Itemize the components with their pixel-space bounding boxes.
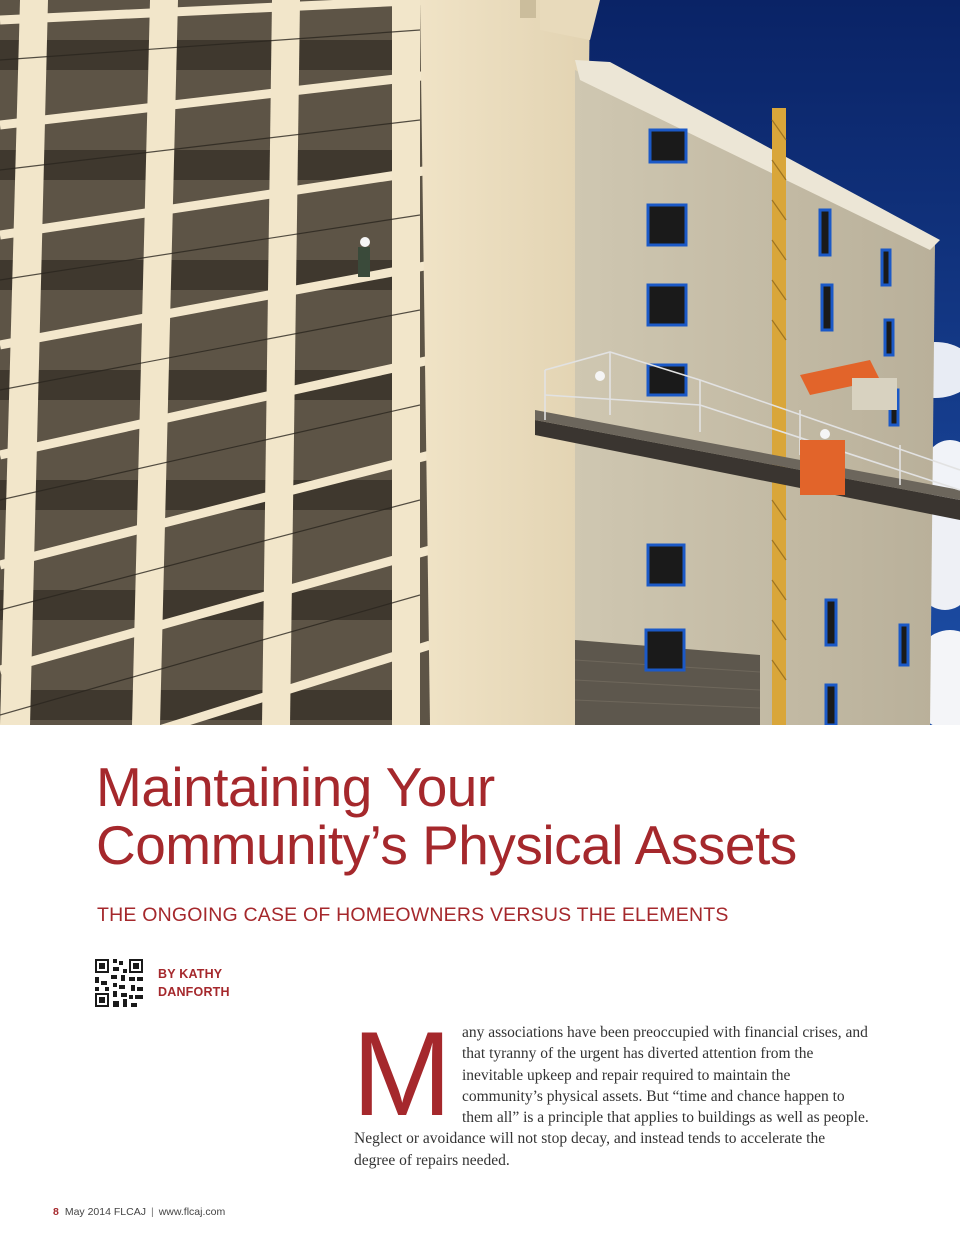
title-line-1: Maintaining Your bbox=[96, 756, 495, 818]
author-byline bbox=[158, 965, 230, 1001]
article-body bbox=[352, 1007, 870, 1171]
qr-code-icon[interactable] bbox=[95, 959, 143, 1007]
author-line-1: BY KATHY bbox=[158, 967, 223, 981]
article-title bbox=[96, 758, 916, 874]
website-link[interactable]: www.flcaj.com bbox=[158, 1206, 226, 1218]
title-line-2: Community’s Physical Assets bbox=[96, 814, 797, 876]
drop-cap: M bbox=[352, 1007, 452, 1141]
author-line-2: DANFORTH bbox=[158, 985, 230, 999]
page-footer bbox=[53, 1206, 225, 1218]
article-subtitle: THE ONGOING CASE OF HOMEOWNERS VERSUS THE ELEMENTS bbox=[97, 904, 729, 926]
footer-divider: | bbox=[150, 1206, 154, 1218]
body-paragraph: any associations have been preoccupied with financial crises, and that tyranny of the urgent has diverted attention from the inevitable upkeep and repair required to maintain the community’s physical assets. But “time and chance happen to them all” is a principle that applies to buildings as well as people. Neglect or avoidance will not stop decay, and instead tends to accelerate the degree of repairs needed. bbox=[354, 1024, 869, 1169]
issue-label: May 2014 FLCAJ bbox=[64, 1206, 146, 1218]
page-number: 8 bbox=[53, 1206, 59, 1218]
